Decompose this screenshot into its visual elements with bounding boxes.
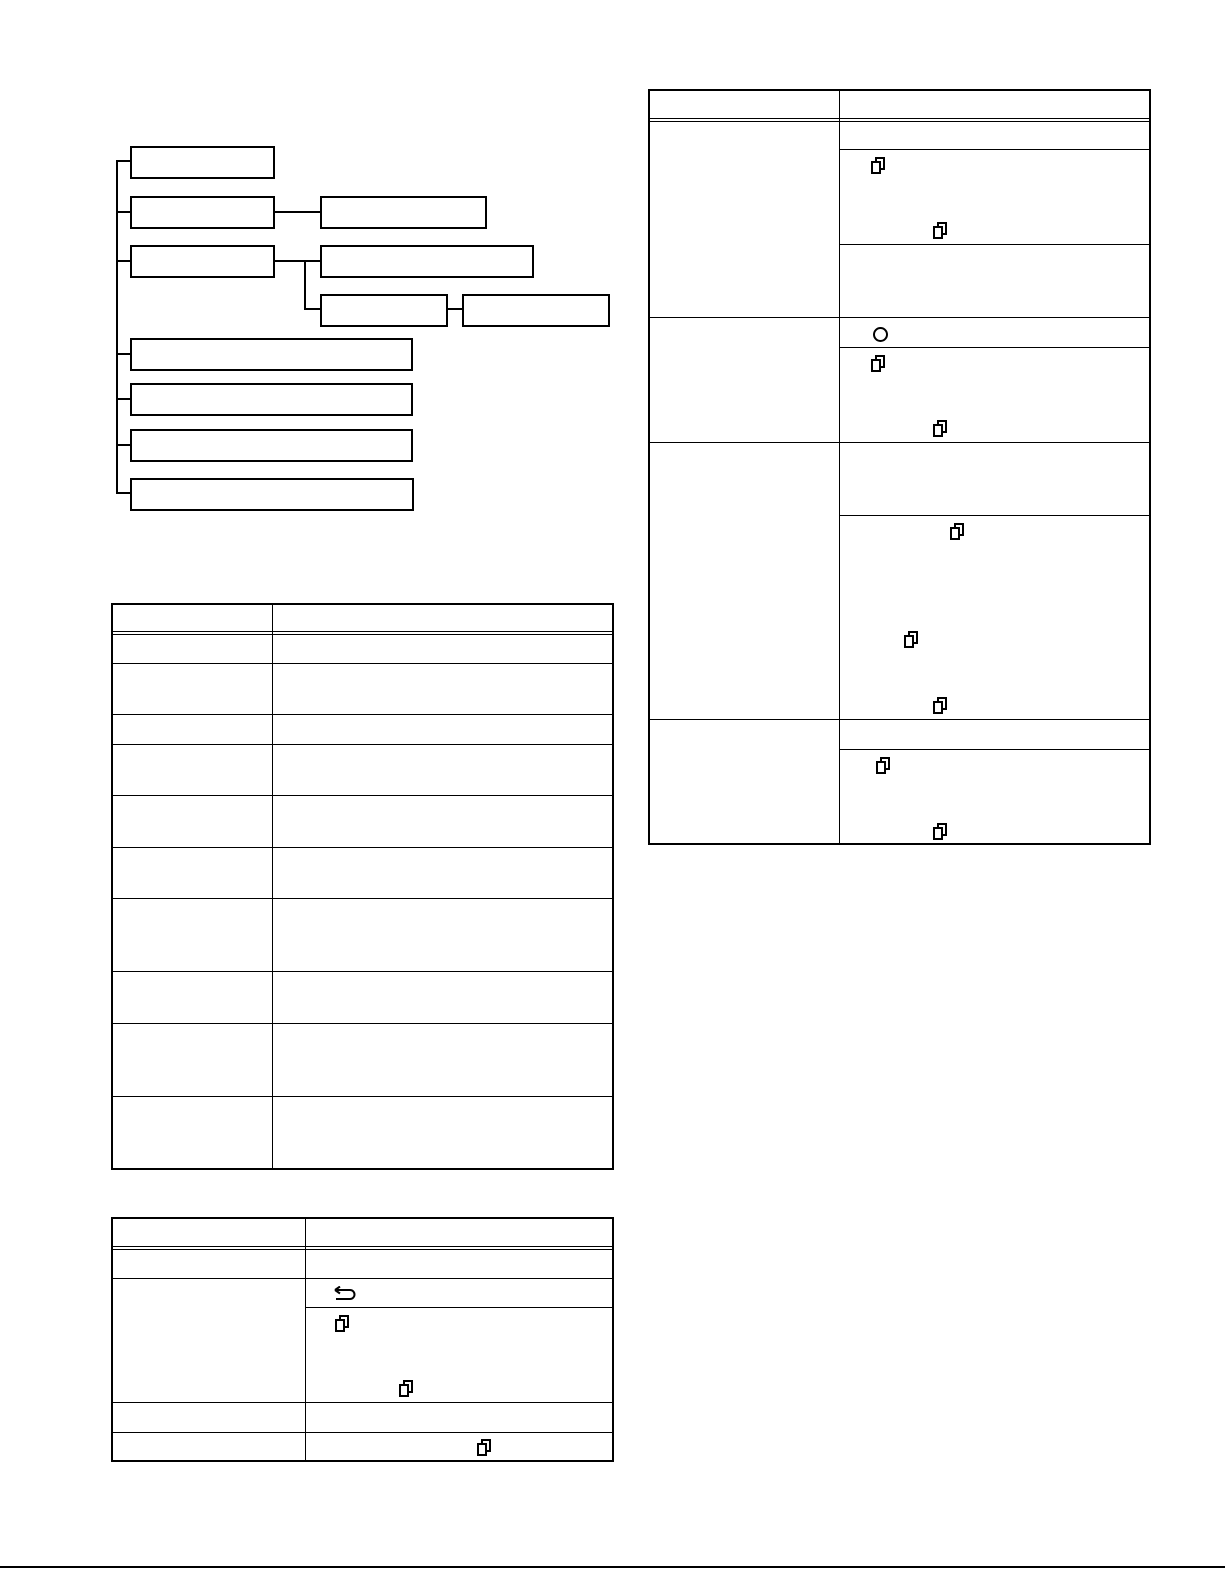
copy-icon (871, 157, 887, 175)
header-divider (113, 631, 612, 632)
sub-row-divider (839, 515, 1149, 516)
tree-connector (304, 308, 321, 310)
copy-icon (933, 222, 949, 240)
row-divider (650, 442, 1149, 443)
copy-icon (904, 631, 920, 649)
sub-row-divider (839, 347, 1149, 348)
tree-node[interactable] (130, 245, 275, 278)
copy-icon (950, 523, 966, 541)
row-divider (113, 714, 612, 715)
row-divider (650, 317, 1149, 318)
row-divider (113, 1096, 612, 1097)
tree-connector (116, 492, 131, 494)
tree-connector (275, 260, 321, 262)
tree-connector (304, 260, 306, 310)
row-divider (113, 971, 612, 972)
copy-icon (933, 823, 949, 841)
copy-icon (933, 697, 949, 715)
tree-connector (116, 260, 131, 262)
tree-node[interactable] (320, 294, 448, 327)
column-divider (839, 91, 840, 843)
return-arrow-icon (334, 1286, 358, 1302)
settings-table-3 (648, 89, 1151, 845)
row-divider (113, 898, 612, 899)
page-bottom-rule (0, 1566, 1225, 1568)
tree-node[interactable] (130, 196, 275, 229)
row-divider (113, 1278, 612, 1279)
sub-row-divider (305, 1307, 612, 1308)
row-divider (113, 663, 612, 664)
column-divider (305, 1219, 306, 1460)
tree-node[interactable] (130, 478, 414, 511)
copy-icon (335, 1315, 351, 1333)
tree-connector (275, 211, 321, 213)
sub-row-divider (839, 749, 1149, 750)
tree-node[interactable] (320, 245, 534, 278)
row-divider (113, 1432, 612, 1433)
tree-node[interactable] (130, 429, 413, 462)
column-divider (272, 605, 273, 1168)
row-divider (113, 1402, 612, 1403)
sub-row-divider (839, 244, 1149, 245)
header-divider (650, 118, 1149, 119)
row-divider (113, 795, 612, 796)
row-divider (113, 1023, 612, 1024)
settings-table-2 (111, 1217, 614, 1462)
circle-icon (873, 327, 888, 342)
tree-node[interactable] (130, 146, 275, 179)
copy-icon (871, 355, 887, 373)
copy-icon (477, 1439, 493, 1457)
header-divider (113, 1246, 612, 1247)
tree-node[interactable] (462, 294, 610, 327)
tree-connector (116, 444, 131, 446)
tree-connector (116, 160, 131, 162)
sub-row-divider (839, 149, 1149, 150)
row-divider (113, 847, 612, 848)
tree-connector (116, 398, 131, 400)
tree-node[interactable] (130, 338, 413, 371)
settings-table-1 (111, 603, 614, 1170)
tree-connector (116, 353, 131, 355)
tree-node[interactable] (130, 383, 413, 416)
copy-icon (399, 1380, 415, 1398)
tree-node[interactable] (320, 196, 487, 229)
copy-icon (876, 757, 892, 775)
copy-icon (933, 420, 949, 438)
row-divider (650, 719, 1149, 720)
tree-connector (116, 211, 131, 213)
tree-connector (447, 308, 463, 310)
row-divider (113, 744, 612, 745)
